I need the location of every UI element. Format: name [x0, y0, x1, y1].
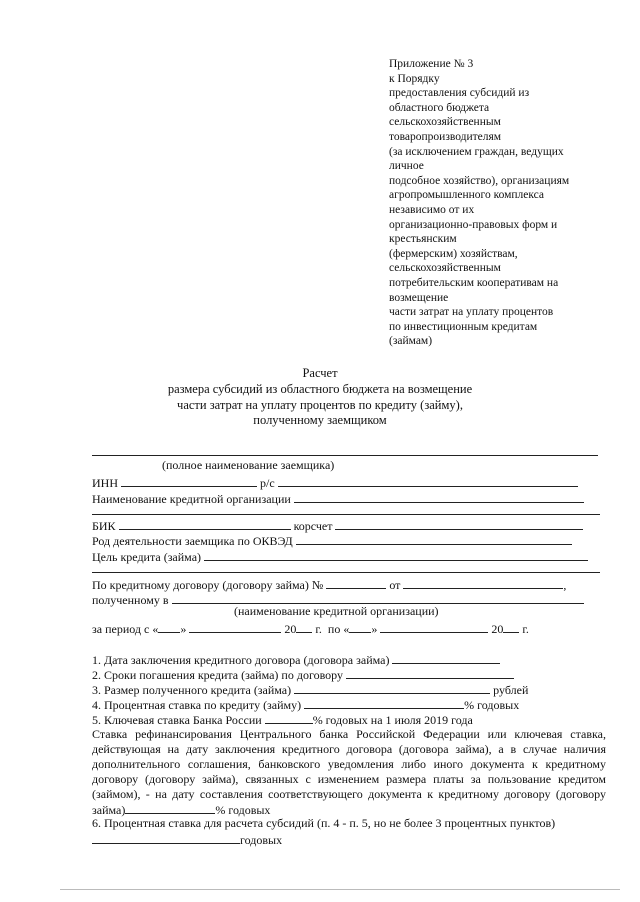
- start-day-field[interactable]: [158, 621, 180, 633]
- appendix-line: личное: [389, 160, 424, 173]
- end-year-field[interactable]: [503, 621, 519, 633]
- item-1-label: 1. Дата заключения кредитного договора (договора займа): [92, 653, 390, 667]
- item-3-label: 3. Размер полученного кредита (займа): [92, 683, 292, 697]
- bank-field-line-2[interactable]: [92, 514, 600, 515]
- appendix-line: товаропроизводителям: [389, 130, 502, 143]
- appendix-line: по инвестиционным кредитам: [389, 320, 538, 333]
- inn-row: [92, 475, 602, 490]
- appendix-line: (фермерским) хозяйствам,: [389, 247, 518, 260]
- borrower-name-field[interactable]: [92, 455, 598, 456]
- received-label: полученному в: [92, 593, 169, 607]
- item-2-field[interactable]: [346, 667, 514, 679]
- bank-row: [92, 491, 602, 506]
- item-3: [92, 682, 602, 697]
- document-title: Расчет: [302, 366, 338, 380]
- year-suffix: г.: [315, 622, 322, 636]
- page-edge-divider: [60, 889, 620, 890]
- appendix-line: организационно-правовых форм и: [389, 218, 558, 231]
- appendix-line: крестьянским: [389, 233, 457, 246]
- year-suffix-2: г.: [522, 622, 529, 636]
- item-5: [92, 712, 602, 727]
- item-6-row-2: [92, 832, 602, 847]
- appendix-line: (займам): [389, 335, 433, 348]
- appendix-line: подсобное хозяйство), организациям: [389, 174, 570, 187]
- end-day-field[interactable]: [349, 621, 371, 633]
- item-6-label: 6. Процентная ставка для расчета субсидий (п. 4 - п. 5, но не более 3 процентных пунктов): [92, 816, 556, 830]
- purpose-field-line-2[interactable]: [92, 572, 600, 573]
- item-5-suffix: % годовых на 1 июля 2019 года: [312, 713, 473, 727]
- item-4-unit: % годовых: [464, 698, 520, 712]
- appendix-line: потребительским кооперативам на: [389, 276, 559, 289]
- start-month-field[interactable]: [189, 621, 281, 633]
- item-6: [92, 816, 608, 831]
- refinancing-field[interactable]: [125, 802, 215, 814]
- korschet-label: корсчет: [293, 519, 333, 533]
- appendix-line: агропромышленного комплекса: [389, 189, 545, 202]
- rs-field[interactable]: [278, 475, 578, 487]
- year-prefix-2: 20: [491, 622, 504, 636]
- period-label: за период с «: [92, 622, 159, 636]
- item-5-label: 5. Ключевая ставка Банка России: [92, 713, 262, 727]
- appendix-line: сельскохозяйственным: [389, 262, 501, 275]
- purpose-field[interactable]: [204, 549, 588, 561]
- borrower-caption: (полное наименование заемщика): [162, 458, 335, 472]
- item-3-unit: рублей: [493, 683, 529, 697]
- quote-close: »: [180, 622, 187, 636]
- start-year-field[interactable]: [296, 621, 312, 633]
- purpose-label: Цель кредита (займа): [92, 550, 202, 564]
- title-line-1: размера субсидий из областного бюджета на возмещение: [167, 382, 473, 396]
- end-month-field[interactable]: [380, 621, 488, 633]
- contract-label: По кредитному договору (договору займа) №: [92, 578, 324, 592]
- item-6-unit: годовых: [240, 833, 283, 847]
- appendix-line: сельскохозяйственным: [389, 116, 501, 129]
- item-5-field[interactable]: [265, 712, 313, 724]
- purpose-row: [92, 549, 602, 564]
- item-2-label: 2. Сроки погашения кредита (займа) по договору: [92, 668, 343, 682]
- bik-field[interactable]: [119, 518, 291, 530]
- item-3-field[interactable]: [294, 682, 490, 694]
- item-4-field[interactable]: [304, 697, 464, 709]
- title-line-3: полученному заемщиком: [253, 413, 387, 427]
- period-row: [92, 621, 602, 636]
- item-4: [92, 697, 602, 712]
- item-6-field[interactable]: [92, 832, 240, 844]
- korschet-field[interactable]: [335, 518, 583, 530]
- inn-field[interactable]: [121, 475, 257, 487]
- contract-row: [92, 577, 602, 592]
- appendix-line: областного бюджета: [389, 101, 490, 114]
- refinancing-unit: % годовых: [215, 803, 271, 817]
- item-2: [92, 667, 602, 682]
- refinancing-text: Ставка рефинансирования Центрального банка Российской Федерации или ключевая ставка, действующая на дату заключения кредитного договора (договора займа), а в случае наличия дополнительного соглашения, банковского уведомления либо иного документа к кредитному договору (договору займа), связанных с изменением размера платы за пользование кредитом (займом), - на дату составления соответствующего документа к кредитному договору (договору займа): [92, 727, 606, 817]
- appendix-line: к Порядку: [389, 72, 440, 85]
- refinancing-paragraph: [92, 727, 606, 818]
- to-label: по «: [327, 622, 350, 636]
- activity-label: Род деятельности заемщика по ОКВЭД: [92, 534, 293, 548]
- bank-field[interactable]: [294, 491, 584, 503]
- quote-close-2: »: [371, 622, 378, 636]
- appendix-line: независимо от их: [389, 203, 475, 216]
- bik-row: [92, 518, 602, 533]
- bik-label: БИК: [92, 519, 116, 533]
- bank-label: Наименование кредитной организации: [92, 492, 291, 506]
- lender-caption: (наименование кредитной организации): [234, 604, 439, 618]
- contract-number-field[interactable]: [326, 577, 386, 589]
- comma: ,: [563, 578, 567, 592]
- appendix-line: возмещение: [389, 291, 449, 304]
- rs-label: р/с: [260, 476, 275, 490]
- appendix-line: Приложение № 3: [389, 58, 474, 70]
- contract-date-field[interactable]: [403, 577, 563, 589]
- item-1-field[interactable]: [392, 652, 500, 664]
- item-1: [92, 652, 602, 667]
- from-label: от: [389, 578, 401, 592]
- lender-field[interactable]: [172, 592, 584, 604]
- activity-field[interactable]: [296, 533, 572, 545]
- inn-label: ИНН: [92, 476, 118, 490]
- title-line-2: части затрат на уплату процентов по кредиту (займу),: [177, 398, 463, 412]
- year-prefix: 20: [284, 622, 297, 636]
- appendix-line: предоставления субсидий из: [389, 87, 530, 100]
- appendix-line: (за исключением граждан, ведущих: [389, 145, 564, 158]
- item-4-label: 4. Процентная ставка по кредиту (займу): [92, 698, 302, 712]
- appendix-header: [389, 57, 619, 349]
- activity-row: [92, 533, 602, 548]
- appendix-line: части затрат на уплату процентов: [389, 306, 554, 319]
